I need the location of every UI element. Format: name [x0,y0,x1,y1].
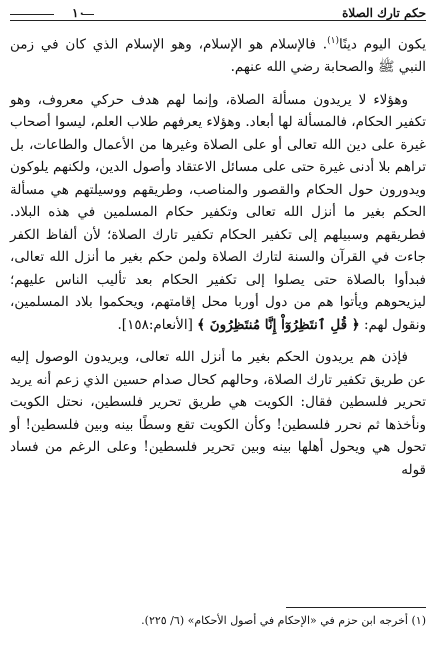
paragraph-2-text: وهؤلاء لا يريدون مسألة الصلاة، وإنما لهم هدف حركي معروف، وهو تكفير الحكام، فالمسألة لها أبعاد. وهؤلاء يعرفهم طلاب العلم، ليسوا أصحاب غيرة على دين الله تعالى أو على الصلاة وغيرها من الأعمال والطاعات، بل تراهم بلا أدنى غيرة حتى على مسائل الاعتقاد وأصول الدين، ولكنهم يلوكون ويدورون حول الحكام والقصور والمناصب، وطريقهم ووسيلتهم هي مسألة الحكم بغير ما أنزل الله تعالى وتكفير حكام المسلمين في هذه البلاد. فطريقهم وسبيلهم إلى تكفير الحكام تكفير تارك الصلاة؛ لأن ألفاظ الكفر جاءت في القرآن والسنة لتارك الصلاة ولمن حكم بغير ما أنزل الله تعالى، فبدأوا بالصلاة حتى يصلوا إلى تكفير الحكام بعد تأليب الناس عليهم؛ ليزيحوهم ويأتوا هم من دول أوربا محل إقامتهم، ويحكموا بلاد المسلمين، ونقول لهم: [10,91,426,333]
footnote-separator [286,607,426,608]
paragraph-2 [10,89,426,337]
page-header [10,6,426,24]
paragraph-1 [10,30,426,79]
header-dash-left [10,14,54,15]
quran-reference: [الأنعام:١٥٨]. [117,316,198,333]
footnote: (١) أخرجه ابن حزم في «الإحكام في أصول الأحكام» (٦/ ٢٢٥). [141,614,426,627]
paragraph-3 [10,346,426,481]
footnote-marker: (١) [327,36,339,46]
paragraph-3-text: فإذن هم يريدون الحكم بغير ما أنزل الله تعالى، ويريدون الوصول إليه عن طريق تكفير تارك الصلاة، وحالهم كحال صدام حسين الذي زعم أنه يريد تحرير فلسطين فقال: الكويت هي طريق تحرير فلسطين، نحتل الكويت ونأخذها ثم نحرر فلسطين! وكأن الكويت تقع وسطًا بينه وبين فلسطين! أو تحول هي ويحول أهلها بينه وبين تحرير فلسطين! وعلى الرغم من فساد قوله [10,349,426,478]
paragraph-1-text-before: يكون اليوم دينًا [338,36,426,53]
page-number: ١٠ [72,6,85,20]
paragraph-1-text-after: . فالإسلام هو الإسلام، وهو الإسلام الذي كان في زمن النبي ﷺ والصحابة رضي الله عنهم. [10,36,426,75]
header-dash-right [82,14,94,15]
header-rule [10,20,426,21]
body-text [10,30,426,481]
quran-quote: ﴿ قُلِ ٱنتَظِرُوٓاْ إِنَّا مُنتَظِرُونَ ﴾ [197,316,360,333]
running-title: حكم تارك الصلاة [342,6,426,20]
